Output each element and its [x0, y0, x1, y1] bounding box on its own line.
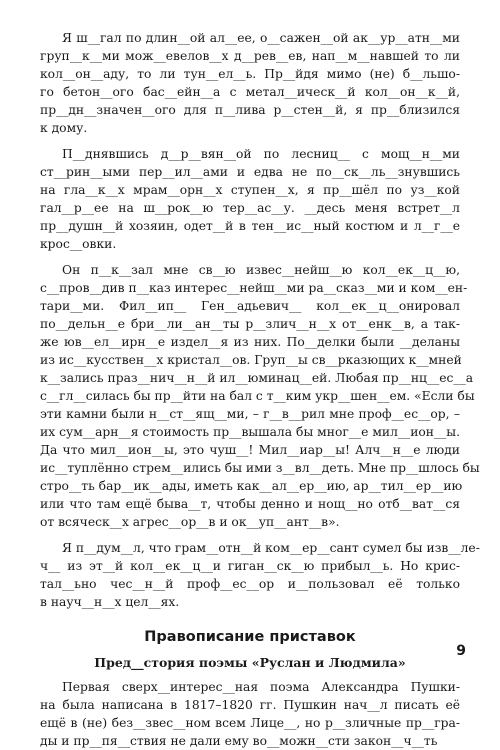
text-line: стро__ть бар__ик__ады, иметь как__ал__ер__ию, ар__тил__ер__ию — [40, 479, 463, 493]
text-line: пр__дн__значен__ого для п__лива р__стен__й, я пр__близился — [40, 103, 460, 117]
text-line: к__зались праз__нич__н__й ил__юминац__ей. Любая пр__нц__ес__а — [40, 371, 474, 385]
text-line: с__пров__див п__каз интерес__нейш__ми ра__сказ__ми и ком__ен- — [40, 281, 468, 295]
text-line: Я ш__гал по длин__ой ал__ее, о__сажен__ой ак__ур__атн__ми — [62, 31, 460, 45]
text-body — [40, 29, 480, 611]
text-line: Да что мил__ион__ы, это чуш__! Мил__иар__ы! Алч__н__е люди — [40, 443, 460, 457]
subsection-title: Пред__стория поэмы «Руслан и Людмила» — [94, 655, 406, 670]
text-line: их сум__арн__я стоимость пр__вышала бы мног__е мил__ион__ы. — [40, 425, 460, 439]
text-line: Он п__к__зал мне св__ю извес__нейш__ю кол__ек__ц__ю, — [62, 263, 460, 277]
text-line: ст__рин__ыми пер__ил__ами и едва не по__ск__ль__знувшись — [40, 165, 460, 179]
text-line: крос__овки. — [40, 237, 117, 251]
text-line: по__дельн__е бри__ли__ан__ты р__злич__н__х от__енк__в, а так- — [40, 317, 460, 331]
paragraph — [40, 29, 460, 137]
text-line: ис__туплённо стрем__ились бы ими з__вл__деть. Мне пр__шлось бы — [40, 461, 480, 475]
text-line: П__днявшись д__р__вян__ой по лесниц__ с мощ__н__ми — [62, 147, 460, 161]
text-line: тари__ми. Фил__ип__ Ген__адьевич__ кол__ек__ц__онировал — [40, 299, 460, 313]
paragraph — [40, 261, 480, 531]
text-line: к дому. — [40, 121, 88, 135]
text-line: ч__ из эт__й кол__ек__ц__и гиган__ск__ю прибыл__ь. Но крис- — [40, 559, 460, 573]
text-line: тал__ьно чес__н__й проф__ес__ор и__пользовал её только — [40, 577, 460, 591]
text-line: с__гл__силась бы пр__йти на бал с т__ким укр__шен__ем. «Если бы — [40, 389, 475, 403]
paragraph — [40, 539, 480, 611]
text-line: ды и пр__пя__ствия не дали ему во__можн__сти закон__ч__ть — [40, 734, 438, 748]
text-line: Я п__дум__л, что грам__отн__й ком__ер__сант сумел бы изв__ле- — [62, 541, 480, 555]
text-line: в науч__н__х цел__ях. — [40, 595, 180, 609]
text-line: из ис__кусствен__х кристал__ов. Груп__ы св__рказющих к__мней — [40, 353, 462, 367]
section-title: Правописание приставок — [144, 629, 356, 645]
text-line: же юв__ел__ирн__е издел__я из них. По__делки были __деланы — [40, 335, 460, 349]
text-line: от всяческ__х агрес__ор__в и ок__уп__ант__в». — [40, 515, 340, 529]
text-line: эти камни были н__ст__ящ__ми, – г__в__рил мне проф__ес__ор, – — [40, 407, 460, 421]
page-number: 9 — [456, 643, 466, 659]
text-line: или что там ещё быва__т, чтобы денно и нощ__но отб__ват__ся — [40, 497, 460, 511]
section-paragraph — [40, 678, 460, 750]
text-line: пр__душн__й хозяин, одет__й в тен__ис__ный костюм и л__г__е — [40, 219, 460, 233]
text-line: кол__он__аду, то ли тун__ел__ь. Пр__йдя мимо (не) б__льшо- — [40, 67, 460, 81]
text-line: го бетон__ого бас__ейн__а с метал__ическ__й кол__он__к__й, — [40, 85, 460, 99]
text-line: на была написана в 1817–1820 гг. Пушкин нач__л писать её — [40, 698, 460, 712]
text-line: Первая сверх__интерес__ная поэма Александра Пушки- — [62, 680, 460, 694]
text-line: ещё в (не) без__звес__ном всем Лице__, но р__зличные пр__гра- — [40, 716, 460, 730]
text-line: на гла__к__х мрам__орн__х ступен__х, я пр__шёл по уз__кой — [40, 183, 460, 197]
paragraph — [40, 678, 460, 750]
text-line: гал__р__ее на ш__рок__ю тер__ас__у. __десь меня встрет__л — [40, 201, 460, 215]
text-line: груп__к__ми мож__евелов__х д__рев__ев, нап__м__навшей то ли — [40, 49, 460, 63]
paragraph — [40, 145, 460, 253]
